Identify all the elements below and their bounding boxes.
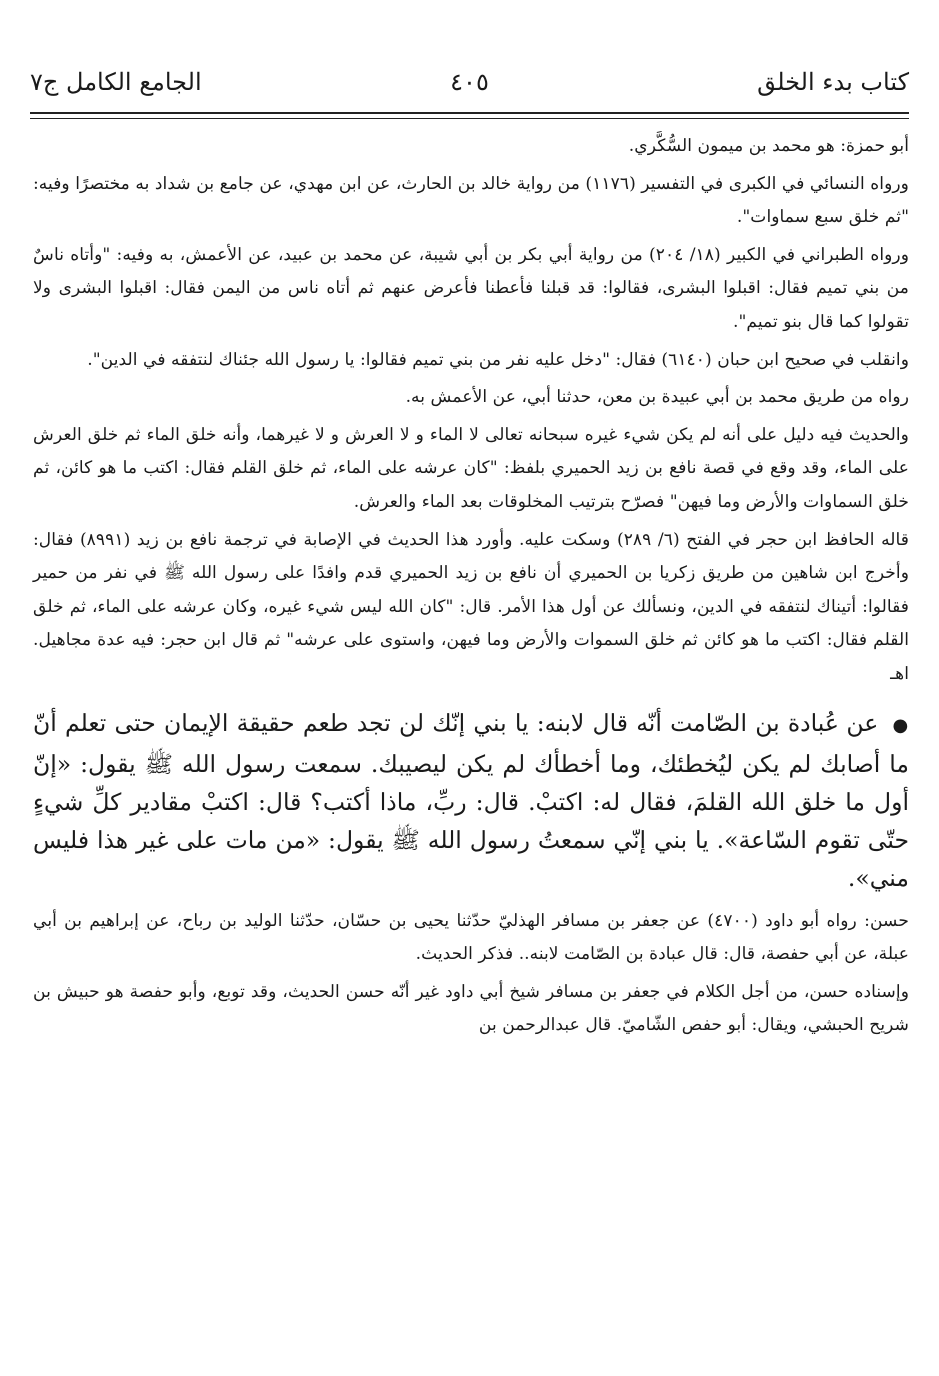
hadith-block	[33, 704, 909, 897]
series-title: الجامع الكامل ج٧	[30, 68, 202, 96]
page-body	[33, 130, 909, 1047]
paragraph: ورواه الطبراني في الكبير (١٨/ ٢٠٤) من رواية أبي بكر بن أبي شيبة، عن محمد بن عبيد، عن الأعمش، به وفيه: "وأتاه ناسٌ من بني تميم فقال: اقبلوا البشرى، فقالوا: قد قبلنا فأعطنا فأعرض عنهم ثم أتاه ناس من اليمن فقال: اقبلوا البشرى ولا تقولوا كما قال بنو تميم".	[33, 244, 909, 332]
paragraph: قاله الحافظ ابن حجر في الفتح (٦/ ٢٨٩) وسكت عليه. وأورد هذا الحديث في الإصابة في ترجمة نافع بن زيد (٨٩٩١) فقال: وأخرج ابن شاهين من طريق زكريا بن الحميري أن نافع بن زيد الحميري قدم وافدًا على رسول الله ﷺ في نفر من حمير فقالوا: أتيناك لنتفقه في الدين، ونسألك عن أول هذا الأمر. قال: "كان الله ليس شيء غيره، وكان عرشه على الماء، ثم خلق القلم فقال: اكتب ما هو كائن ثم خلق السموات والأرض وما فيهن، واستوى على عرشه" ثم قال ابن حجر: فيه عدة مجاهيل. اهـ	[33, 529, 909, 684]
paragraph: أبو حمزة: هو محمد بن ميمون السُّكَّري.	[628, 136, 909, 156]
paragraph: رواه من طريق محمد بن أبي عبيدة بن معن، حدثنا أبي، عن الأعمش به.	[405, 387, 909, 408]
paragraph: وإسناده حسن، من أجل الكلام في جعفر بن مسافر شيخ أبي داود غير أنّه حسن الحديث، وقد توبع، وأبو حفصة هو حبيش بن شريح الحبشي، ويقال: أبو حفص الشّاميّ. قال عبدالرحمن بن	[33, 981, 909, 1036]
paragraph: ورواه النسائي في الكبرى في التفسير (١١٧٦) من رواية خالد بن الحارث، عن ابن مهدي، عن جامع بن شداد به مختصرًا وفيه: "ثم خلق سبع سماوات".	[33, 173, 909, 228]
header-rule-thick	[30, 112, 909, 114]
paragraph: حسن: رواه أبو داود (٤٧٠٠) عن جعفر بن مسافر الهذليّ حدّثنا يحيى بن حسّان، حدّثنا الوليد بن رباح، عن إبراهيم بن أبي عبلة، عن أبي حفصة، قال: قال عبادة بن الصّامت لابنه.. فذكر الحديث.	[33, 910, 909, 965]
page-number: ٤٠٥	[450, 68, 489, 96]
hadith-text: عن عُبادة بن الصّامت أنّه قال لابنه: يا بني إنّك لن تجد طعم حقيقة الإيمان حتى تعلم أنّ ما أصابك لم يكن ليُخطئك، وما أخطأك لم يكن ليصيبك. سمعت رسول الله ﷺ يقول: «إنّ أول ما خلق الله القلمَ، فقال له: اكتبْ. قال: ربِّ، ماذا أكتب؟ قال: اكتبْ مقادير كلِّ شيءٍ حتّى تقوم السّاعة». يا بني إنّي سمعتُ رسول الله ﷺ يقول: «من مات على غير هذا فليس مني».	[33, 708, 909, 892]
book-title: كتاب بدء الخلق	[757, 68, 909, 96]
header-rule-thin	[30, 118, 909, 119]
paragraph: وانقلب في صحيح ابن حبان (٦١٤٠) فقال: "دخل عليه نفر من بني تميم فقالوا: يا رسول الله جئناك لنتفقه في الدين".	[87, 349, 909, 370]
page-header	[30, 64, 909, 104]
paragraph: والحديث فيه دليل على أنه لم يكن شيء غيره سبحانه تعالى لا الماء و لا العرش و لا غيرهما، وأنه خلق الماء ثم خلق العرش على الماء، وقد وقع في قصة نافع بن زيد الحميري بلفظ: "كان عرشه على الماء، ثم خلق القلم فقال: اكتب ما هو كائن، ثم خلق السماوات والأرض وما فيهن" فصرّح بترتيب المخلوقات بعد الماء والعرش.	[33, 424, 909, 512]
bullet-icon: ●	[892, 714, 909, 736]
